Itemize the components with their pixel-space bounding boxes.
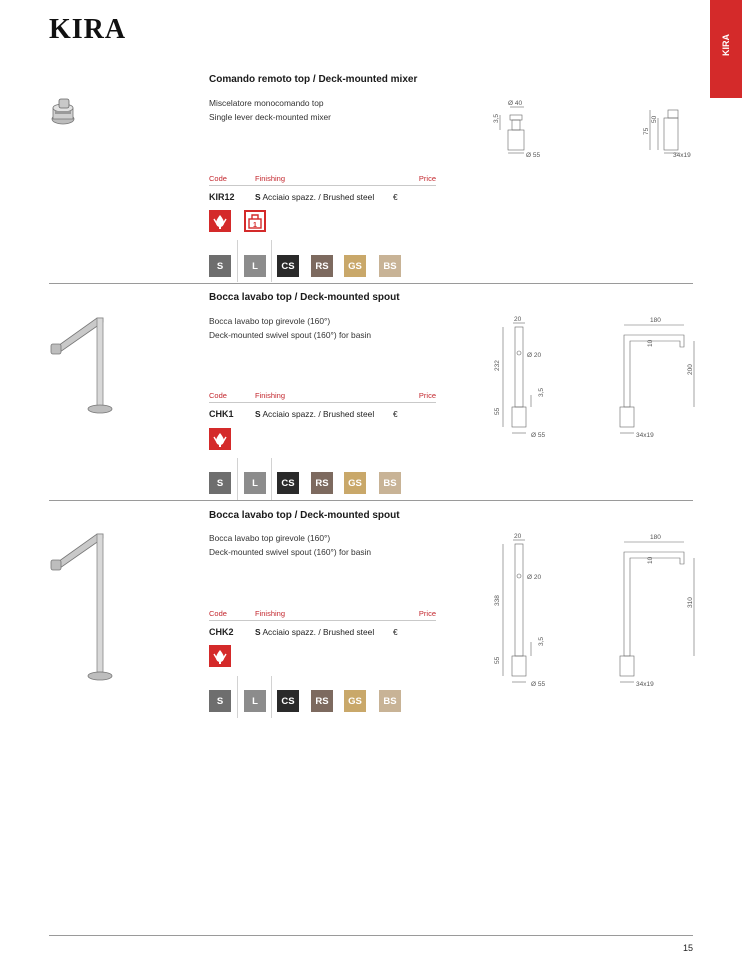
dim-label: Ø 55 (526, 152, 541, 159)
swatch-gs[interactable] (344, 690, 366, 712)
dim-label: 34x19 (673, 152, 691, 159)
swatch-label: L (252, 695, 258, 707)
swatch-s[interactable] (209, 472, 231, 494)
swatch-bs[interactable] (379, 472, 401, 494)
dim-label: 232 (494, 360, 501, 371)
divider (237, 240, 238, 282)
divider (237, 676, 238, 718)
finish-code: S (255, 409, 261, 419)
swatch-label: S (216, 695, 224, 707)
swatch-cs[interactable] (277, 690, 299, 712)
swatch-label: BS (383, 477, 397, 489)
header-code: Code (209, 609, 227, 618)
section-title: Bocca lavabo top / Deck-mounted spout (209, 510, 400, 521)
price: € (393, 627, 398, 637)
swatch-label: GS (348, 477, 362, 489)
remote-control-icon (244, 210, 266, 232)
dim-label: 338 (494, 595, 501, 606)
section-title: Bocca lavabo top / Deck-mounted spout (209, 292, 400, 303)
footer-divider (49, 935, 693, 936)
header-price: Price (418, 391, 436, 400)
divider (49, 283, 693, 284)
dim-label: 34x19 (636, 681, 654, 688)
swatch-label: CS (281, 695, 295, 707)
swatch-gs[interactable] (344, 255, 366, 277)
swatch-label: S (216, 477, 224, 489)
finishing (255, 627, 374, 637)
header-finishing: Finishing (255, 391, 286, 400)
section-title: Comando remoto top / Deck-mounted mixer (209, 74, 418, 85)
header-finishing: Finishing (255, 174, 286, 183)
swatch-cs[interactable] (277, 255, 299, 277)
dim-label: 200 (687, 364, 694, 375)
dim-label: 3,5 (538, 387, 545, 397)
dim-label: 20 (514, 316, 522, 323)
technical-drawing-side (612, 530, 702, 690)
finishing (255, 192, 374, 202)
dim-label: 180 (650, 534, 661, 541)
finish-code: S (255, 627, 261, 637)
dim-label: 310 (687, 597, 694, 608)
price: € (393, 409, 398, 419)
page-number: 15 (683, 943, 694, 953)
swatch-s[interactable] (209, 690, 231, 712)
swatch-l[interactable] (244, 255, 266, 277)
divider (271, 240, 272, 282)
swatch-label: GS (348, 260, 362, 272)
dim-label: 34x19 (636, 432, 654, 439)
description-it: Miscelatore monocomando top (209, 98, 324, 108)
divider (49, 500, 693, 501)
side-tab[interactable] (710, 0, 742, 98)
product-image-mixer (48, 95, 78, 127)
swatch-rs[interactable] (311, 690, 333, 712)
price: € (393, 192, 398, 202)
finish-text: Acciaio spazz. / Brushed steel (262, 409, 375, 419)
swatch-rs[interactable] (311, 255, 333, 277)
swatch-bs[interactable] (379, 690, 401, 712)
description-en: Deck-mounted swivel spout (160°) for basin (209, 547, 372, 557)
swatch-label: S (216, 260, 224, 272)
swatch-l[interactable] (244, 690, 266, 712)
finish-text: Acciaio spazz. / Brushed steel (262, 192, 375, 202)
swatch-cs[interactable] (277, 472, 299, 494)
dim-label: 20 (514, 533, 522, 540)
dim-label: 3,5 (493, 113, 500, 123)
divider (271, 458, 272, 500)
header-price: Price (418, 174, 436, 183)
divider (237, 458, 238, 500)
swatch-label: RS (315, 260, 329, 272)
swatch-label: CS (281, 477, 295, 489)
table-header (209, 391, 436, 403)
product-image-spout (47, 314, 117, 418)
dim-label: Ø 20 (527, 574, 542, 581)
dim-label: 180 (650, 317, 661, 324)
dim-label: 55 (494, 656, 501, 664)
swatch-label: RS (315, 477, 329, 489)
header-code: Code (209, 391, 227, 400)
description-en: Single lever deck-mounted mixer (209, 112, 331, 122)
technical-drawing-front (486, 95, 546, 160)
swatch-l[interactable] (244, 472, 266, 494)
technical-drawing-side (612, 313, 702, 443)
swatch-label: L (252, 260, 258, 272)
product-code: KIR12 (209, 192, 235, 202)
technical-drawing-front (485, 530, 555, 690)
description (209, 314, 371, 342)
water-saving-icon (209, 645, 231, 667)
product-code: CHK2 (209, 627, 234, 637)
svg-text:1: 1 (253, 222, 257, 229)
table-header (209, 609, 436, 621)
dim-label: 3,5 (538, 636, 545, 646)
swatch-label: CS (281, 260, 295, 272)
dim-label: Ø 55 (531, 432, 546, 439)
header-code: Code (209, 174, 227, 183)
dim-label: Ø 40 (508, 100, 523, 107)
dim-label: 75 (643, 127, 650, 135)
header-price: Price (418, 609, 436, 618)
swatch-label: BS (383, 695, 397, 707)
brand-logo: KIRA (49, 14, 127, 45)
technical-drawing-front (485, 313, 555, 443)
side-tab-label: KIRA (721, 34, 731, 56)
technical-drawing-side (638, 105, 698, 165)
dim-label: 50 (651, 115, 658, 123)
finish-text: Acciaio spazz. / Brushed steel (262, 627, 375, 637)
description-it: Bocca lavabo top girevole (160°) (209, 533, 331, 543)
header-finishing: Finishing (255, 609, 286, 618)
finishing (255, 409, 374, 419)
dim-label: 10 (647, 556, 654, 564)
swatch-label: GS (348, 695, 362, 707)
description-it: Bocca lavabo top girevole (160°) (209, 316, 331, 326)
description (209, 96, 331, 124)
table-header (209, 174, 436, 186)
dim-label: 10 (647, 339, 654, 347)
water-saving-icon (209, 210, 231, 232)
divider (271, 676, 272, 718)
swatch-s[interactable] (209, 255, 231, 277)
dim-label: Ø 20 (527, 352, 542, 359)
description-en: Deck-mounted swivel spout (160°) for basin (209, 330, 372, 340)
swatch-label: L (252, 477, 258, 489)
water-saving-icon (209, 428, 231, 450)
swatch-label: BS (383, 260, 397, 272)
swatch-rs[interactable] (311, 472, 333, 494)
swatch-gs[interactable] (344, 472, 366, 494)
dim-label: 55 (494, 407, 501, 415)
description (209, 531, 371, 559)
finish-code: S (255, 192, 261, 202)
swatch-bs[interactable] (379, 255, 401, 277)
dim-label: Ø 55 (531, 681, 546, 688)
swatch-label: RS (315, 695, 329, 707)
product-code: CHK1 (209, 409, 234, 419)
product-image-spout-tall (47, 530, 117, 685)
